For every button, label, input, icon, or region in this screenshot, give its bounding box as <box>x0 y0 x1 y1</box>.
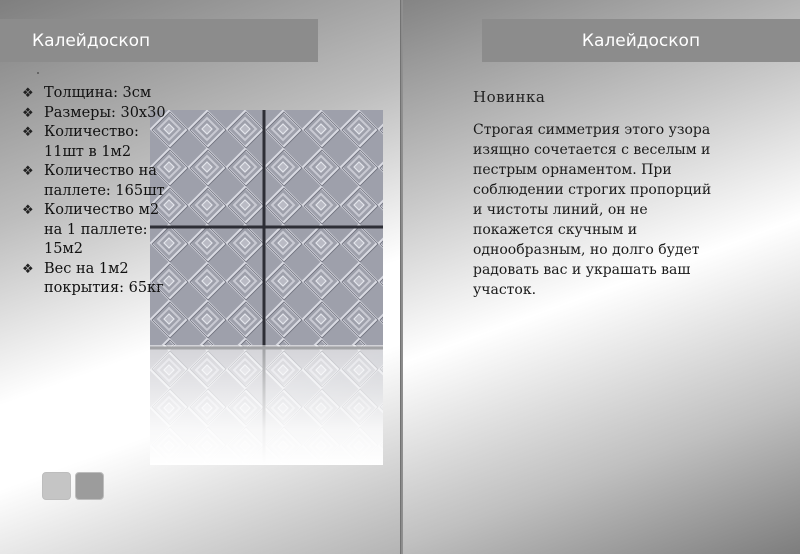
left-page-title: Калейдоскоп <box>32 30 151 51</box>
spec-item <box>22 201 172 260</box>
spec-item <box>22 260 172 299</box>
diamond-bullet-icon: ❖ <box>22 86 34 101</box>
spec-list <box>22 84 172 299</box>
diamond-bullet-icon: ❖ <box>22 261 34 277</box>
right-page <box>403 0 800 554</box>
next-page-button[interactable] <box>75 472 104 500</box>
paving-tile-image <box>150 110 383 345</box>
spec-text: Вес на 1м2 покрытия: 65кг <box>44 260 164 296</box>
diamond-bullet-icon: ❖ <box>22 164 34 179</box>
right-page-title: Калейдоскоп <box>581 30 701 51</box>
subtitle-new: Новинка <box>473 88 546 106</box>
spec-item <box>22 104 172 124</box>
diamond-bullet-icon: ❖ <box>22 125 34 140</box>
spec-text: Количество м2 на 1 паллете: 15м2 <box>44 202 160 257</box>
previous-page-button[interactable] <box>42 472 71 500</box>
tile-reflection <box>150 345 383 465</box>
product-description: Строгая симметрия этого узора изящно сочетается с веселым и пестрым орнаментом. При соблюдении строгих пропорций и чистоты линий, он не покажется скучным и однообразным, но долго будет радовать вас и украшать ваш участок. <box>473 122 712 298</box>
left-title-bar <box>0 19 318 62</box>
decorative-dot <box>37 72 39 74</box>
spec-item <box>22 84 172 104</box>
spec-text: Количество: 11шт в 1м2 <box>44 124 139 160</box>
right-title-bar <box>482 19 800 62</box>
diamond-bullet-icon: ❖ <box>22 203 34 218</box>
spec-text: Размеры: 30х30 <box>44 104 166 121</box>
spec-text: Количество на паллете: 165шт <box>44 163 165 199</box>
diamond-bullet-icon: ❖ <box>22 105 34 121</box>
spec-item <box>22 123 172 162</box>
spec-item <box>22 162 172 201</box>
spec-text: Толщина: 3см <box>44 85 152 101</box>
